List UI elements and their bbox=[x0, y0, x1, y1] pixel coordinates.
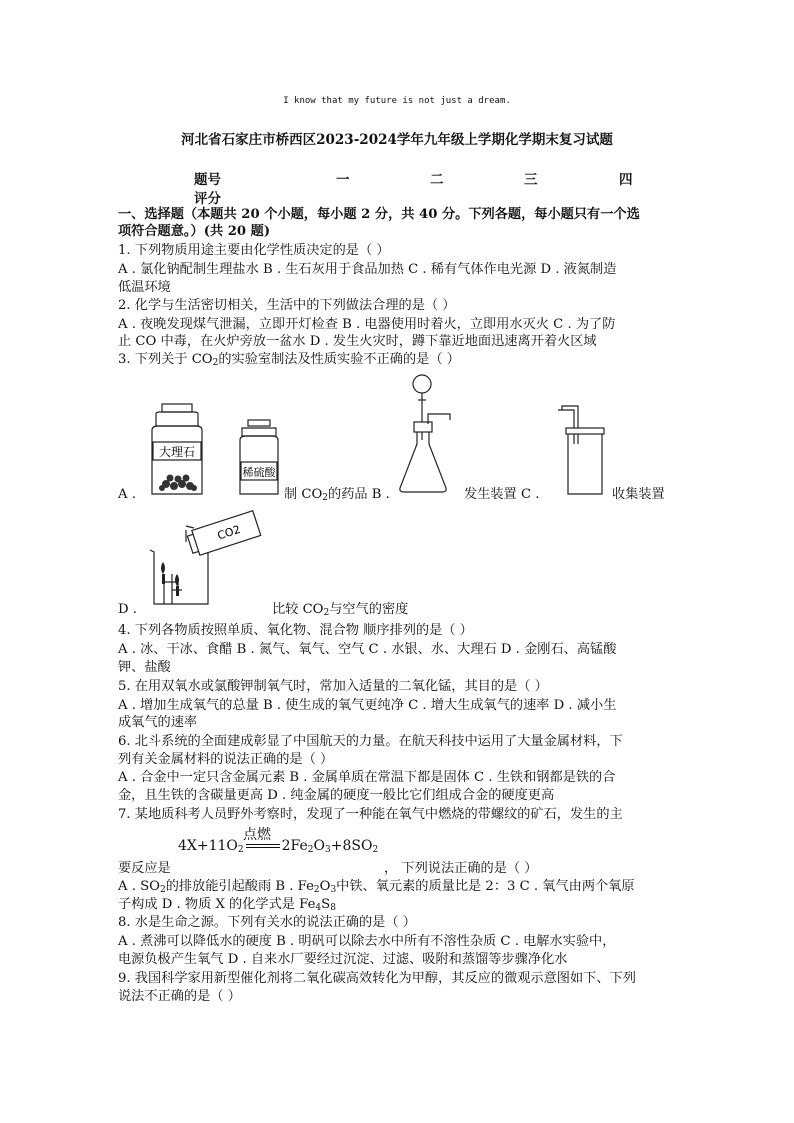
q3-caption-b: 发生装置 C . bbox=[464, 487, 540, 502]
q4-options-cont: 钾、盐酸 bbox=[118, 660, 171, 675]
q2-options: A . 夜晚发现煤气泄漏，立即开灯检查 B . 电器使用时着火，立即用水灭火 C . 为了防 bbox=[118, 317, 616, 332]
q7-options: A . $SO_2$的排放能引起酸雨 B . $Fe_2O_3$中铁、氧元素的质量比是 2：3 C . 氧气由两个氧原 bbox=[118, 879, 635, 895]
q3-caption-c: 收集装置 bbox=[612, 487, 665, 502]
q6-options: A . 合金中一定只含金属元素 B . 金属单质在常温下都是固体 C . 生铁和钢都是铁的合 bbox=[118, 770, 616, 785]
reagent-jars-figure bbox=[148, 400, 283, 500]
page-title: 河北省石家庄市桥西区2023-2024学年九年级上学期化学期末复习试题 bbox=[181, 132, 613, 148]
q2-stem: 2. 化学与生活密切相关，生活中的下列做法合理的是（ ） bbox=[118, 298, 456, 313]
q8-options-cont: 电源负极产生氧气 D . 自来水厂要经过沉淀、过滤、吸附和蒸馏等步骤净化水 bbox=[118, 952, 568, 967]
q6-stem-cont: 列有关金属材料的说法正确的是（ ） bbox=[118, 752, 334, 767]
q3-caption-a: 制 $CO_2$的药品 B . bbox=[284, 487, 390, 503]
q7-stem-question: ， 下列说法正确的是（ ） bbox=[384, 861, 538, 876]
score-col-4: 四 bbox=[619, 172, 633, 188]
co2-bottle-label: CO2 bbox=[215, 522, 243, 543]
score-header: 题号 bbox=[194, 172, 221, 188]
q6-stem: 6. 北斗系统的全面建成彰显了中国航天的力量。在航天科技中运用了大量金属材料，下 bbox=[118, 734, 623, 749]
collection-apparatus-figure bbox=[556, 404, 608, 498]
jar-label-acid: 稀硫酸 bbox=[242, 466, 276, 479]
jar-label-marble: 大理石 bbox=[158, 445, 196, 459]
q4-options: A . 冰、干冰、食醋 B . 氮气、氧气、空气 C . 水银、水、大理石 D . 金刚石、高锰酸 bbox=[118, 642, 617, 657]
q5-options: A . 增加生成氧气的总量 B . 使生成的氧气更纯净 C . 增大生成氧气的速率 D . 减小生 bbox=[118, 698, 617, 713]
q7-stem: 7. 某地质科考人员野外考察时，发现了一种能在氧气中燃烧的带螺纹的矿石，发生的主 bbox=[118, 807, 623, 822]
q5-options-cont: 成氧气的速率 bbox=[118, 715, 198, 730]
section-heading-cont: 项符合题意。）(共 20 题) bbox=[118, 224, 271, 239]
density-comparison-figure bbox=[146, 506, 272, 610]
q3-label-a: A . bbox=[118, 487, 136, 502]
q2-options-cont: 止 CO 中毒，在火炉旁放一盆水 D . 发生火灾时，蹲下靠近地面迅速离开着火区域 bbox=[118, 334, 597, 349]
q1-options-cont: 低温环境 bbox=[118, 280, 171, 295]
score-row-label: 评分 bbox=[194, 191, 221, 207]
q7-options-cont: 子构成 D . 物质 X 的化学式是 $Fe_4S_8$ bbox=[118, 897, 336, 913]
q6-options-cont: 金，且生铁的含碳量更高 D . 纯金属的硬度一般比它们组成合金的硬度更高 bbox=[118, 788, 555, 803]
generation-apparatus-figure bbox=[398, 374, 463, 500]
q3-caption-d: 比较 $CO_2$与空气的密度 bbox=[272, 602, 409, 618]
q9-stem-cont: 说法不正确的是（ ） bbox=[118, 989, 241, 1004]
q7-equation: $4X+11O_2$ $2Fe_2O_3+8SO_2$ bbox=[178, 838, 379, 855]
q9-stem: 9. 我国科学家用新型催化剂将二氧化碳高效转化为甲醇，其反应的微观示意图如下、下列 bbox=[118, 971, 636, 986]
q5-stem: 5. 在用双氧水或氯酸钾制氧气时，常加入适量的二氧化锰，其目的是（ ） bbox=[118, 679, 548, 694]
q3-label-d: D . bbox=[118, 602, 137, 617]
score-col-2: 二 bbox=[430, 172, 444, 188]
section-heading: 一、选择题（本题共 20 个小题，每小题 2 分，共 40 分。下列各题，每小题只有一个选 bbox=[118, 207, 640, 222]
motto: I know that my future is not just a dream. bbox=[283, 96, 511, 106]
q4-stem: 4. 下列各物质按照单质、氧化物、混合物 顺序排列的是（ ） bbox=[118, 623, 473, 638]
q8-stem: 8. 水是生命之源。下列有关水的说法正确的是（ ） bbox=[118, 915, 416, 930]
q7-equation-condition: 点燃 bbox=[243, 827, 271, 843]
q7-stem-cont: 要反应是 bbox=[118, 861, 171, 876]
q8-options: A . 煮沸可以降低水的硬度 B . 明矾可以除去水中所有不溶性杂质 C . 电解水实验中， bbox=[118, 934, 616, 949]
q1-options: A . 氯化钠配制生理盐水 B . 生石灰用于食品加热 C . 稀有气体作电光源 D . 液氮制造 bbox=[118, 262, 617, 277]
q1-stem: 1. 下列物质用途主要由化学性质决定的是（ ） bbox=[118, 243, 390, 258]
q3-stem: 3. 下列关于 $CO_2$的实验室制法及性质实验不正确的是（ ） bbox=[118, 352, 460, 368]
score-col-1: 一 bbox=[336, 172, 350, 188]
score-col-3: 三 bbox=[524, 172, 538, 188]
